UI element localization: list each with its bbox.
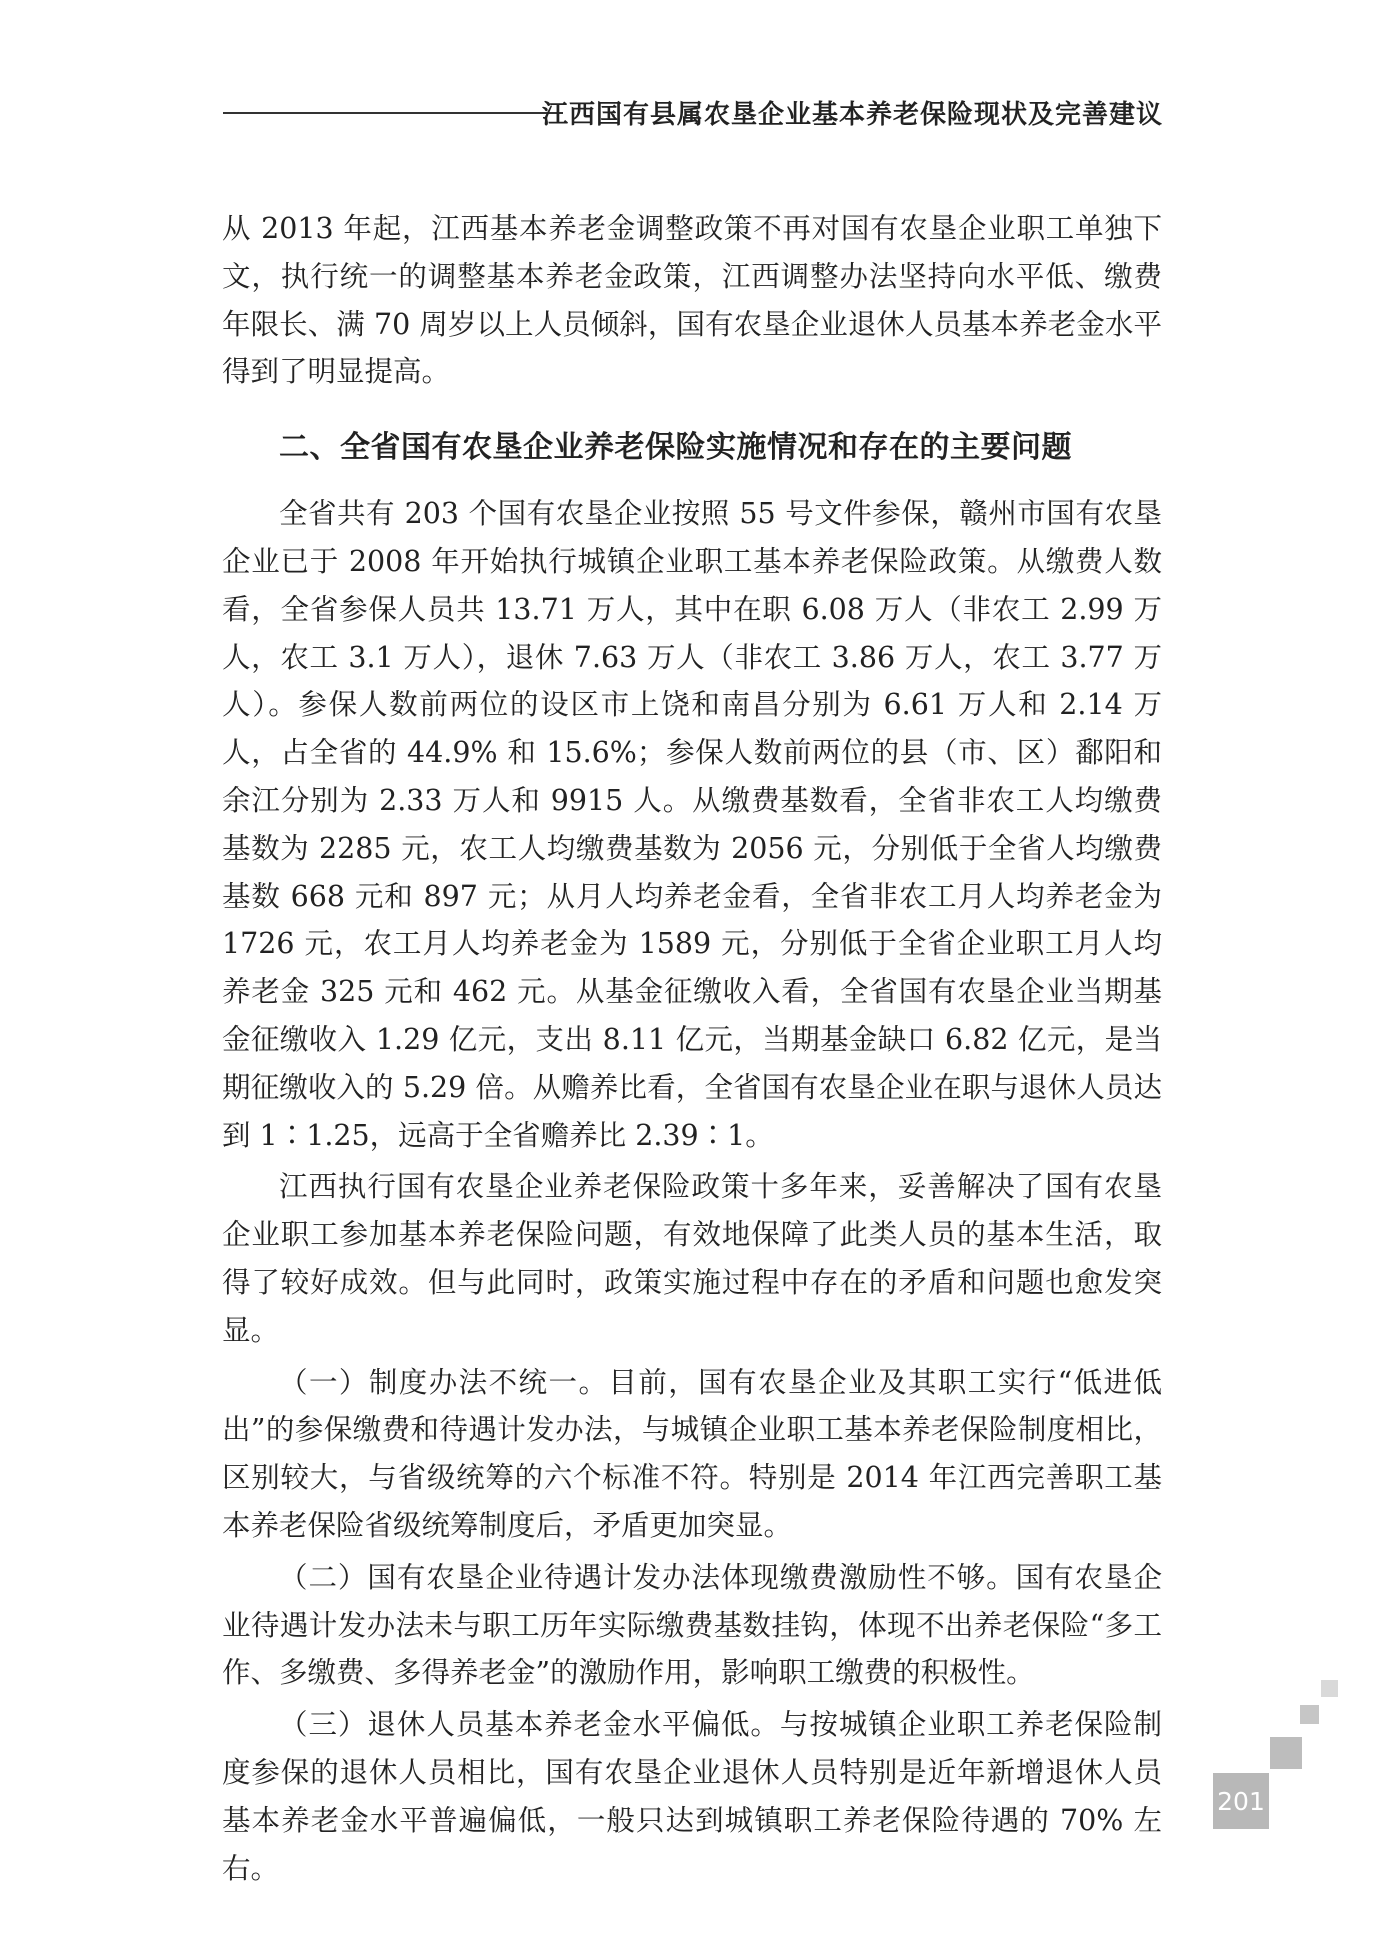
subsection-text-2: 国有农垦企业待遇计发办法未与职工历年实际缴费基数挂钩，体现不出养老保险“多工作、多缴费、多得养老金”的激励作用，影响职工缴费的积极性。 [222, 1560, 1162, 1690]
paragraph-2: 全省共有 203 个国有农垦企业按照 55 号文件参保，赣州市国有农垦企业已于 2008 年开始执行城镇企业职工基本养老保险政策。从缴费人数看，全省参保人员共 13.71 万人，其中在职 6.08 万人（非农工 2.99 万人，农工 3.1 万人），退休 7.63 万人（非农工 3.86 万人，农工 3.77 万人）。参保人数前两位的设区市上饶和南昌分别为 6.61 万人和 2.14 万人，占全省的 44.9% 和 15.6%；参保人数前两位的县（市、区）鄱阳和余江分别为 2.33 万人和 9915 人。从缴费基数看，全省非农工人均缴费基数为 2285 元，农工人均缴费基数为 2056 元，分别低于全省人均缴费基数 668 元和 897 元；从月人均养老金看，全省非农工月人均养老金为 1726 元，农工月人均养老金为 1589 元，分别低于全省企业职工月人均养老金 325 元和 462 元。从基金征缴收入看，全省国有农垦企业当期基金征缴收入 1.29 亿元，支出 8.11 亿元，当期基金缺口 6.82 亿元，是当期征缴收入的 5.29 倍。从赡养比看，全省国有农垦企业在职与退休人员达到 1∶1.25，远高于全省赡养比 2.39∶1。 [222, 497, 1162, 1152]
decorative-square [1321, 1680, 1338, 1697]
section-heading: 二、全省国有农垦企业养老保险实施情况和存在的主要问题 [279, 430, 1072, 466]
subsection-label-3: （三）退休人员基本养老金水平偏低。 [279, 1708, 780, 1742]
subsection-label-1: （一）制度办法不统一。 [279, 1365, 609, 1399]
running-title: 江西国有县属农垦企业基本养老保险现状及完善建议 [541, 100, 1163, 130]
decorative-square [1300, 1705, 1319, 1724]
decorative-square [1270, 1737, 1302, 1769]
paragraph-4 [222, 1359, 1162, 1550]
page-content [222, 205, 1162, 1896]
paragraph-6 [222, 1701, 1162, 1892]
header-rule [223, 112, 563, 114]
subsection-text-3: 与按城镇企业职工养老保险制度参保的退休人员相比，国有农垦企业退休人员特别是近年新增退休人员基本养老金水平普遍偏低，一般只达到城镇职工养老保险待遇的 70% 左右。 [222, 1708, 1162, 1885]
page-number: 201 [1213, 1773, 1269, 1829]
subsection-text-1: 目前，国有农垦企业及其职工实行“低进低出”的参保缴费和待遇计发办法，与城镇企业职工基本养老保险制度相比，区别较大，与省级统筹的六个标准不符。特别是 2014 年江西完善职工基本养老保险省级统筹制度后，矛盾更加突显。 [222, 1365, 1162, 1542]
paragraph-5 [222, 1554, 1162, 1697]
paragraph-1: 从 2013 年起，江西基本养老金调整政策不再对国有农垦企业职工单独下文，执行统一的调整基本养老金政策，江西调整办法坚持向水平低、缴费年限长、满 70 周岁以上人员倾斜，国有农垦企业退休人员基本养老金水平得到了明显提高。 [222, 212, 1162, 389]
subsection-label-2: （二）国有农垦企业待遇计发办法体现缴费激励性不够。 [279, 1560, 1016, 1594]
paragraph-3: 江西执行国有农垦企业养老保险政策十多年来，妥善解决了国有农垦企业职工参加基本养老保险问题，有效地保障了此类人员的基本生活，取得了较好成效。但与此同时，政策实施过程中存在的矛盾和问题也愈发突显。 [222, 1170, 1162, 1347]
